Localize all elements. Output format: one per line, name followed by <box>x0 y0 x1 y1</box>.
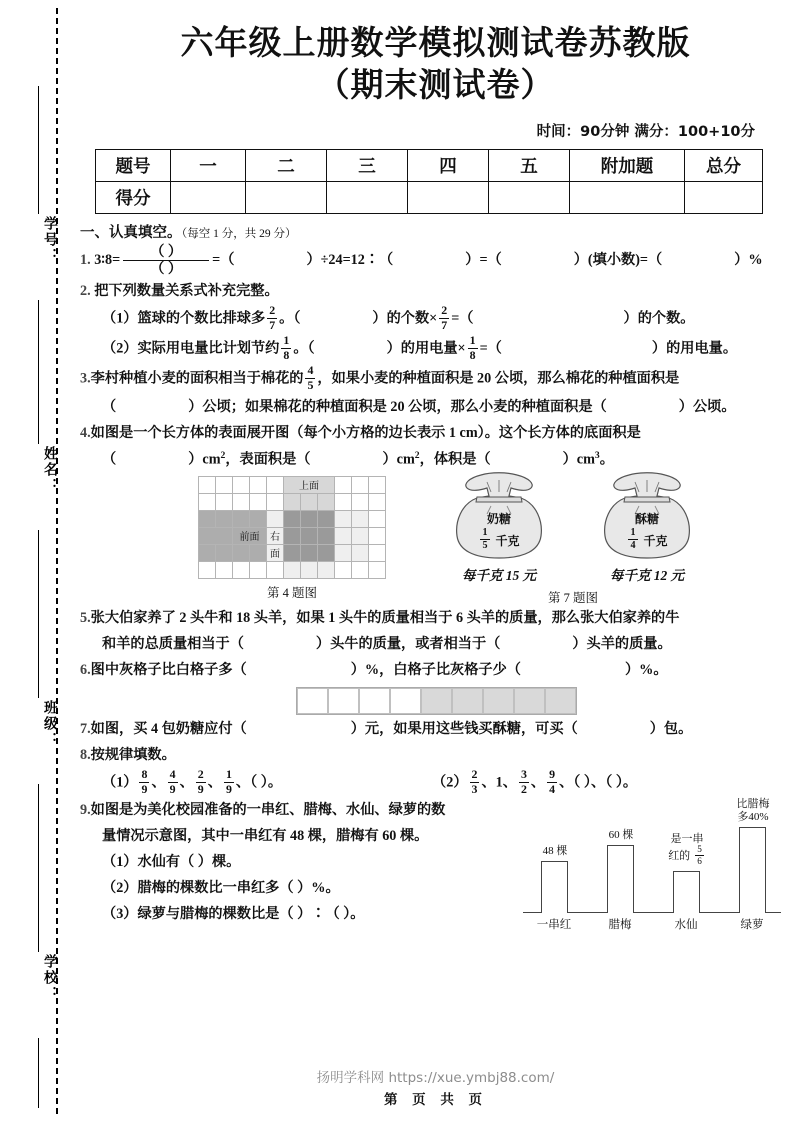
seal-rule-2 <box>38 300 39 444</box>
section-1-note: （每空 1 分，共 29 分） <box>181 228 297 241</box>
bar-label-lvluo-line1: 比腊梅 <box>736 798 770 811</box>
question-4 <box>80 422 793 445</box>
bar-label-shuixian <box>654 833 720 867</box>
question-1-fraction <box>123 245 209 277</box>
exam-sheet <box>78 0 793 1122</box>
frac-denominator: 9 <box>197 781 204 796</box>
score-table-col-4: 四 <box>408 150 489 182</box>
grid-row <box>199 476 386 493</box>
frac-denominator: 7 <box>269 318 276 333</box>
seq2-term-3 <box>519 766 529 796</box>
frac-numerator: 1 <box>283 333 290 348</box>
bar-category-lamei: 腊梅 <box>608 919 632 932</box>
strip-cell-white <box>359 688 390 714</box>
strip-cell-white <box>328 688 359 714</box>
frac-numerator: 2 <box>471 766 478 781</box>
frac-denominator: 9 <box>141 781 148 796</box>
frac-numerator: 1 <box>469 333 476 348</box>
question-9-line2: 量情况示意图，其中一串红有 48 棵，腊梅有 60 棵。 <box>102 828 429 845</box>
frac-denominator: 7 <box>441 318 448 333</box>
bar-label-shuixian-post <box>668 846 706 867</box>
seq2-term-1 <box>470 766 480 796</box>
question-4-sup-2: 2 <box>414 449 420 461</box>
bar-label-shuixian-fraction <box>695 845 704 866</box>
strip-cell-gray <box>483 688 514 714</box>
bar-yichuanhong <box>541 861 568 913</box>
question-9-bar-chart <box>519 797 787 933</box>
question-3-t3: （ <box>102 398 117 415</box>
grid-row <box>199 510 386 527</box>
grid-row <box>199 561 386 578</box>
frac-denominator: 3 <box>471 781 478 796</box>
seq1-term-3 <box>196 766 206 796</box>
frac-numerator: 1 <box>630 526 636 538</box>
seal-label-name: 姓名： <box>42 446 57 494</box>
strip-cell-gray <box>545 688 576 714</box>
question-9-item-3[interactable]: （3）绿萝与腊梅的棵数比是（ ）∶（ ）。 <box>102 906 365 923</box>
frac-numerator: 5 <box>697 844 702 855</box>
frac-denominator: 5 <box>307 377 314 392</box>
question-3-t2: ，如果小麦的种植面积是 20 公顷，那么棉花的种植面积是 <box>317 370 680 387</box>
question-9-text <box>80 799 510 926</box>
bar-lamei <box>607 845 634 913</box>
question-1-part-d: ）=（ <box>465 252 502 269</box>
question-1-part-b: =（ <box>212 252 235 269</box>
question-5 <box>80 607 793 630</box>
frac-denominator: 2 <box>520 781 527 796</box>
footer-site-url: 扬明学科网 https://xue.ymbj88.com/ <box>316 1070 555 1086</box>
question-6-t2: ）%，白格子比灰格子少（ <box>350 661 521 678</box>
question-2-item-2-t4: =（ <box>479 340 502 357</box>
gray-white-strip <box>296 687 577 715</box>
question-8-stem: 按规律填数。 <box>90 746 176 763</box>
bar-category-yichuanhong: 一串红 <box>536 919 572 932</box>
footer-page-number: 第 页 共 页 <box>383 1092 488 1108</box>
grid-cell-top-face-label: 上面 <box>284 476 335 493</box>
grid-cell-right-face-label-2: 面 <box>267 544 284 561</box>
question-1-part-c: ）÷24=12∶（ <box>306 252 394 269</box>
title-line-secondary: （期末测试卷） <box>316 65 555 105</box>
bar-category-lvluo: 绿萝 <box>740 919 764 932</box>
question-4-sup-1: 2 <box>220 449 226 461</box>
frac-numerator: 1 <box>482 526 488 538</box>
question-2-item-1-t5: ）的个数。 <box>623 310 695 327</box>
bar-category-shuixian: 水仙 <box>674 919 698 932</box>
bag-icon <box>447 470 551 562</box>
question-1-part-f: ）% <box>734 252 763 269</box>
question-7-t3: ）包。 <box>649 720 693 737</box>
question-1-part-e: ）(填小数)=（ <box>573 252 663 269</box>
question-2-item-1-t4: =（ <box>451 310 474 327</box>
frac-numerator: 2 <box>269 303 276 318</box>
bar-label-lvluo <box>720 798 786 823</box>
seal-label-student-id: 学号： <box>42 216 57 264</box>
question-6-number: 6. <box>80 661 91 678</box>
strip-cell-gray <box>514 688 545 714</box>
question-2-item-1-label: （1） <box>102 310 138 327</box>
seal-margin <box>0 0 78 1122</box>
question-5-line2 <box>80 633 793 656</box>
question-2-item-2-t2: 。（ <box>293 340 315 357</box>
frac-numerator: 2 <box>441 303 448 318</box>
strip-cell-gray <box>452 688 483 714</box>
seq2-term-2: 1 <box>495 774 503 791</box>
question-9-t1: 如图是为美化校园准备的一串红、腊梅、水仙、绿萝的数 <box>90 802 446 819</box>
seal-rule-5 <box>38 1038 39 1108</box>
question-5-t4: ）头羊的质量。 <box>572 635 672 652</box>
question-6-t3: ）%。 <box>624 661 668 678</box>
questions-body <box>80 221 793 939</box>
strip-cell-white <box>390 688 421 714</box>
question-4-t2: （ <box>102 451 117 468</box>
question-6-strip-wrapper <box>80 687 793 715</box>
cube-net-grid <box>198 476 386 579</box>
question-4-t7: ）cm <box>562 451 595 468</box>
question-2-item-2-t5: ）的用电量。 <box>651 340 738 357</box>
score-table-label-题号: 题号 <box>96 150 171 182</box>
score-table-col-3: 三 <box>327 150 408 182</box>
grid-cell-front-face-label: 前面 <box>233 527 267 544</box>
question-9-row <box>80 799 793 939</box>
bar-chart-plot <box>519 797 787 933</box>
score-table-wrapper <box>95 149 765 214</box>
question-8 <box>80 744 793 767</box>
question-1-part-a: 3∶8= <box>94 252 121 269</box>
frac-denominator: 8 <box>469 348 476 363</box>
seal-dashed-line <box>56 8 58 1114</box>
question-2-item-2-t3: ）的用电量× <box>386 340 466 357</box>
frac-denominator: 5 <box>482 539 488 551</box>
question-3-t1: 李村种植小麦的面积相当于棉花的 <box>90 370 304 387</box>
score-cell-bonus[interactable] <box>570 182 685 214</box>
question-7-number: 7. <box>80 720 91 737</box>
bar-label-lamei: 60 棵 <box>608 828 634 841</box>
score-table-col-1: 一 <box>171 150 246 182</box>
candy-bag-crisp <box>595 470 699 584</box>
frac-numerator: 9 <box>549 766 556 781</box>
frac-numerator: 4 <box>169 766 176 781</box>
question-8-seq2-blank[interactable]: （ ）、（ ）。 <box>573 774 638 791</box>
question-2-item-1 <box>80 303 793 333</box>
frac-numerator: 3 <box>520 766 527 781</box>
seq2-term-4 <box>547 766 557 796</box>
question-1-fraction-denominator[interactable]: （ ） <box>123 260 209 277</box>
score-table-col-bonus: 附加题 <box>570 150 685 182</box>
question-8-number: 8. <box>80 746 91 763</box>
frac-denominator: 9 <box>225 781 232 796</box>
grid-row <box>199 493 386 510</box>
grid-row <box>199 544 386 561</box>
candy-bag-milk-unit: 千克 <box>495 533 520 548</box>
question-6 <box>80 659 793 682</box>
question-4-t3: ）cm <box>188 451 221 468</box>
page-footer <box>78 1066 793 1108</box>
bar-label-yichuanhong: 48 棵 <box>542 844 568 857</box>
question-9-item-2[interactable]: （2）腊梅的棵数比一串红多（ ）%。 <box>102 880 340 897</box>
bar-label-shuixian-post-text: 红的 <box>668 850 691 863</box>
question-2 <box>80 280 793 303</box>
question-2-item-2 <box>80 333 793 363</box>
question-7 <box>80 718 793 741</box>
section-1-title: 一、认真填空。 <box>80 225 182 242</box>
question-3-t4: ）公顷；如果棉花的种植面积是 20 公顷，那么小麦的种植面积是（ <box>188 398 607 415</box>
frac-denominator: 4 <box>630 539 636 551</box>
frac-numerator: 4 <box>307 363 314 378</box>
score-table-col-total: 总分 <box>685 150 763 182</box>
question-8-sequences: （1） $\frac{8}{9}$ 、 $\frac{4}{9}$ 、 $\frac{2}{9}$ 、 $\frac{1}{9}$ 、（ ）。 （2） $\frac{2}{3}$ 、1、 $\frac{3}{2}$ 、 $\frac{9}{4}$ 、（ ）、（ ）。 <box>102 766 638 796</box>
question-3-line2 <box>80 396 793 419</box>
question-5-t2: 和羊的总质量相当于（ <box>102 635 244 652</box>
question-8-seq2-label: （2） <box>432 774 468 791</box>
question-4-t8: 。 <box>599 451 614 468</box>
question-1 <box>80 245 793 277</box>
page-title <box>78 0 793 106</box>
score-cell-total[interactable] <box>685 182 763 214</box>
question-4-number: 4. <box>80 424 91 441</box>
question-6-t1: 图中灰格子比白格子多（ <box>90 661 247 678</box>
candy-bag-crisp-name: 酥糖 <box>634 511 659 526</box>
question-5-t3: ）头牛的质量，或者相当于（ <box>315 635 501 652</box>
question-2-item-1-t3: ）的个数× <box>372 310 438 327</box>
score-table <box>95 149 763 214</box>
strip-cell-white <box>297 688 328 714</box>
question-9-line1 <box>80 799 510 822</box>
question-1-fraction-numerator[interactable]: （ ） <box>150 243 183 260</box>
question-2-item-1-t1: 篮球的个数比排球多 <box>137 310 266 327</box>
question-7-t1: 如图，买 4 包奶糖应付（ <box>90 720 247 737</box>
question-2-number: 2. <box>80 283 91 300</box>
table-row-header <box>96 150 763 182</box>
figure-question-7 <box>428 470 718 606</box>
question-3-fraction <box>305 365 315 392</box>
question-1-number: 1. <box>80 252 91 269</box>
question-2-item-2-fraction-1 <box>281 335 291 362</box>
seal-rule-3 <box>38 530 39 698</box>
question-4-t6: ，体积是（ <box>419 451 491 468</box>
candy-bags-group <box>428 470 718 584</box>
question-3 <box>80 363 793 393</box>
question-2-item-2-label: （2） <box>102 340 138 357</box>
question-2-item-1-fraction-1 <box>267 305 277 332</box>
candy-bag-milk-name: 奶糖 <box>486 511 511 526</box>
seq1-term-4 <box>224 766 234 796</box>
question-2-item-2-t1: 实际用电量比计划节约 <box>137 340 280 357</box>
bar-label-lvluo-line2: 多40% <box>737 810 769 823</box>
question-4-t5: ）cm <box>382 451 415 468</box>
frac-numerator: 8 <box>141 766 148 781</box>
bag-icon <box>595 470 699 562</box>
seal-rule-1 <box>38 86 39 214</box>
candy-bag-milk <box>447 470 551 584</box>
frac-denominator: 6 <box>697 856 702 867</box>
seal-label-class: 班级： <box>42 700 57 748</box>
question-2-stem: 把下列数量关系式补充完整。 <box>94 283 279 300</box>
figure-4-caption: 第 4 题图 <box>266 585 317 600</box>
score-table-col-2: 二 <box>246 150 327 182</box>
question-5-t1: 张大伯家养了 2 头牛和 18 头羊，如果 1 头牛的质量相当于 6 头羊的质量，那么张大伯家养的牛 <box>90 609 680 626</box>
question-5-number: 5. <box>80 609 91 626</box>
seq1-term-2 <box>168 766 178 796</box>
question-7-t2: ）元，如果用这些钱买酥糖，可买（ <box>350 720 578 737</box>
question-4-t1: 如图是一个长方体的表面展开图（每个小方格的边长表示 1 cm）。这个长方体的底面积是 <box>90 424 641 441</box>
frac-numerator: 1 <box>225 766 232 781</box>
figure-7-caption: 第 7 题图 <box>547 590 598 605</box>
title-line-primary: 六年级上册数学模拟测试卷苏教版 <box>180 23 691 62</box>
score-cell-4[interactable] <box>408 182 489 214</box>
question-2-item-1-fraction-2 <box>439 305 449 332</box>
question-9-number: 9. <box>80 802 91 819</box>
exam-meta-info: 时间：90分钟 满分：100+10分 <box>536 124 755 141</box>
question-2-item-1-t2: 。（ <box>279 310 301 327</box>
bar-label-shuixian-pre: 是一串 <box>670 833 704 846</box>
seal-rule-4 <box>38 784 39 952</box>
frac-denominator: 9 <box>169 781 176 796</box>
question-4-t4: ，表面积是（ <box>225 451 311 468</box>
question-8-seq1-label: （1） <box>102 774 138 791</box>
grid-row <box>199 527 386 544</box>
candy-bag-milk-price: 每千克 15 元 <box>461 567 537 583</box>
score-table-label-得分: 得分 <box>96 182 171 214</box>
question-2-item-2-fraction-2 <box>468 335 478 362</box>
question-3-t5: ）公顷。 <box>678 398 736 415</box>
figures-row <box>80 476 793 604</box>
seal-label-school: 学校： <box>42 954 57 1002</box>
score-cell-3[interactable] <box>327 182 408 214</box>
question-3-number: 3. <box>80 370 91 387</box>
score-cell-1[interactable] <box>171 182 246 214</box>
candy-bag-crisp-price: 每千克 12 元 <box>609 567 685 583</box>
figure-question-4 <box>198 476 386 601</box>
score-cell-2[interactable] <box>246 182 327 214</box>
frac-denominator: 4 <box>549 781 556 796</box>
question-9-item-1[interactable]: （1）水仙有（ ）棵。 <box>102 854 241 871</box>
question-4-sup-3: 3 <box>594 449 600 461</box>
score-table-col-5: 五 <box>489 150 570 182</box>
frac-numerator: 2 <box>197 766 204 781</box>
strip-cell-gray <box>421 688 452 714</box>
bar-lvluo <box>739 827 766 913</box>
bar-shuixian <box>673 871 700 913</box>
grid-cell-right-face-label: 右 <box>267 527 284 544</box>
table-row-score <box>96 182 763 214</box>
candy-bag-crisp-unit: 千克 <box>643 533 668 548</box>
section-1-heading <box>80 221 793 242</box>
seq1-term-1 <box>139 766 149 796</box>
question-4-line2 <box>80 448 793 472</box>
frac-denominator: 8 <box>283 348 290 363</box>
score-cell-5[interactable] <box>489 182 570 214</box>
question-8-seq1-blank[interactable]: （ ）。 <box>250 774 283 791</box>
